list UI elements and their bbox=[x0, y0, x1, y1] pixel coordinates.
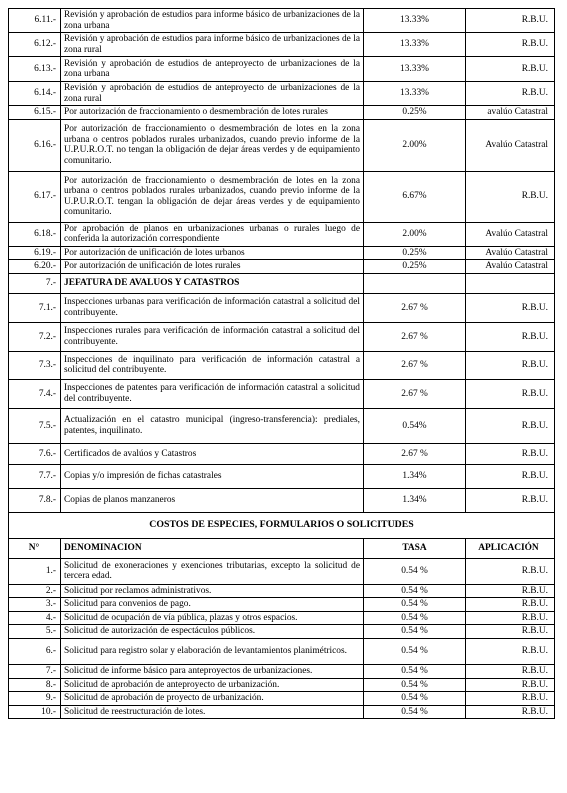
header-denominacion: DENOMINACION bbox=[61, 538, 364, 558]
table-row bbox=[9, 705, 555, 719]
row-description: Solicitud de reestructuración de lotes. bbox=[61, 705, 364, 719]
row-description: Por autorización de fraccionamiento o desmembración de lotes rurales bbox=[61, 106, 364, 120]
row-application: R.B.U. bbox=[466, 171, 555, 222]
row-application: R.B.U. bbox=[466, 558, 555, 584]
table-row bbox=[9, 246, 555, 260]
row-application: R.B.U. bbox=[466, 82, 555, 106]
row-description: Por autorización de fraccionamiento o desmembración de lotes en la zona urbana o centros poblados rurales urbanizados, cuando previo informe de la U.P.U.R.O.T. no tengan la obligación de dejar áreas verdes y de equipamiento comunitario. bbox=[61, 119, 364, 171]
row-description: Revisión y aprobación de estudios para informe básico de urbanizaciones de la zona rural bbox=[61, 33, 364, 57]
row-application: R.B.U. bbox=[466, 322, 555, 351]
row-number: 5.- bbox=[9, 625, 61, 639]
row-description: Solicitud para convenios de pago. bbox=[61, 598, 364, 612]
table-row bbox=[9, 171, 555, 222]
table-row bbox=[9, 222, 555, 246]
row-description: Solicitud de exoneraciones y exenciones tributarias, excepto la solicitud de tercera edad. bbox=[61, 558, 364, 584]
column-header-row bbox=[9, 538, 555, 558]
table-row bbox=[9, 33, 555, 57]
row-description: Inspecciones de patentes para verificación de información catastral a solicitud del contribuyente. bbox=[61, 379, 364, 408]
table-row bbox=[9, 488, 555, 512]
row-rate: 2.00% bbox=[364, 222, 466, 246]
section-heading-row bbox=[9, 273, 555, 293]
row-description: Inspecciones urbanas para verificación de información catastral a solicitud del contribuyente. bbox=[61, 293, 364, 322]
row-rate: 0.54 % bbox=[364, 625, 466, 639]
row-description: Copias de planos manzaneros bbox=[61, 488, 364, 512]
banner-row bbox=[9, 512, 555, 538]
row-rate: 1.34% bbox=[364, 464, 466, 488]
row-rate: 13.33% bbox=[364, 82, 466, 106]
row-description: Revisión y aprobación de estudios de anteproyecto de urbanizaciones de la zona urbana bbox=[61, 57, 364, 82]
row-number: 7.- bbox=[9, 664, 61, 678]
row-number: 7.4.- bbox=[9, 379, 61, 408]
row-rate: 0.54 % bbox=[364, 598, 466, 612]
table-row bbox=[9, 558, 555, 584]
section-number: 7.- bbox=[9, 273, 61, 293]
row-rate: 0.54 % bbox=[364, 664, 466, 678]
row-application: R.B.U. bbox=[466, 692, 555, 706]
row-application: R.B.U. bbox=[466, 33, 555, 57]
row-rate: 0.54 % bbox=[364, 692, 466, 706]
row-application: R.B.U. bbox=[466, 9, 555, 33]
banner-title: COSTOS DE ESPECIES, FORMULARIOS O SOLICITUDES bbox=[9, 512, 555, 538]
table-row bbox=[9, 464, 555, 488]
row-number: 6.18.- bbox=[9, 222, 61, 246]
empty-cell bbox=[364, 273, 466, 293]
row-number: 6.16.- bbox=[9, 119, 61, 171]
row-description: Solicitud de ocupación de vía pública, plazas y otros espacios. bbox=[61, 611, 364, 625]
table-row bbox=[9, 598, 555, 612]
table-row bbox=[9, 611, 555, 625]
row-description: Revisión y aprobación de estudios de anteproyecto de urbanizaciones de la zona rural bbox=[61, 82, 364, 106]
table-row bbox=[9, 9, 555, 33]
row-description: Solicitud de aprobación de anteproyecto de urbanización. bbox=[61, 678, 364, 692]
row-application: Avalúo Catastral bbox=[466, 260, 555, 274]
row-application: R.B.U. bbox=[466, 57, 555, 82]
table-row bbox=[9, 408, 555, 443]
section-6-rows bbox=[9, 9, 555, 274]
row-rate: 0.25% bbox=[364, 260, 466, 274]
row-rate: 0.54 % bbox=[364, 558, 466, 584]
row-number: 6.20.- bbox=[9, 260, 61, 274]
row-number: 6.15.- bbox=[9, 106, 61, 120]
row-description: Solicitud de aprobación de proyecto de urbanización. bbox=[61, 692, 364, 706]
row-description: Solicitud por reclamos administrativos. bbox=[61, 584, 364, 598]
row-rate: 2.00% bbox=[364, 119, 466, 171]
row-description: Certificados de avalúos y Catastros bbox=[61, 443, 364, 464]
row-number: 6.11.- bbox=[9, 9, 61, 33]
section-7-header bbox=[9, 273, 555, 293]
row-number: 6.- bbox=[9, 638, 61, 664]
costs-rows bbox=[9, 558, 555, 718]
table-row bbox=[9, 443, 555, 464]
row-number: 6.13.- bbox=[9, 57, 61, 82]
table-row bbox=[9, 379, 555, 408]
table-row bbox=[9, 260, 555, 274]
row-number: 8.- bbox=[9, 678, 61, 692]
row-rate: 2.67 % bbox=[364, 351, 466, 379]
row-application: Avalúo Catastral bbox=[466, 119, 555, 171]
row-rate: 0.54 % bbox=[364, 705, 466, 719]
row-rate: 2.67 % bbox=[364, 293, 466, 322]
table-row bbox=[9, 351, 555, 379]
header-tasa: TASA bbox=[364, 538, 466, 558]
row-number: 7.7.- bbox=[9, 464, 61, 488]
row-rate: 6.67% bbox=[364, 171, 466, 222]
row-number: 6.17.- bbox=[9, 171, 61, 222]
row-rate: 13.33% bbox=[364, 33, 466, 57]
row-number: 7.6.- bbox=[9, 443, 61, 464]
header-aplicacion: APLICACIÓN bbox=[466, 538, 555, 558]
row-rate: 13.33% bbox=[364, 9, 466, 33]
row-rate: 0.25% bbox=[364, 106, 466, 120]
row-rate: 2.67 % bbox=[364, 379, 466, 408]
tariff-document bbox=[8, 8, 555, 719]
row-application: R.B.U. bbox=[466, 705, 555, 719]
row-rate: 0.54% bbox=[364, 408, 466, 443]
row-rate: 1.34% bbox=[364, 488, 466, 512]
row-number: 1.- bbox=[9, 558, 61, 584]
row-number: 6.12.- bbox=[9, 33, 61, 57]
row-application: R.B.U. bbox=[466, 638, 555, 664]
table-row bbox=[9, 664, 555, 678]
row-number: 2.- bbox=[9, 584, 61, 598]
section-7-rows bbox=[9, 293, 555, 512]
table-row bbox=[9, 119, 555, 171]
row-application: R.B.U. bbox=[466, 408, 555, 443]
row-number: 6.14.- bbox=[9, 82, 61, 106]
row-description: Inspecciones de inquilinato para verificación de información catastral a solicitud del contribuyente. bbox=[61, 351, 364, 379]
table-row bbox=[9, 678, 555, 692]
costs-header bbox=[9, 512, 555, 558]
header-number: N° bbox=[9, 538, 61, 558]
row-description: Solicitud de autorización de espectáculos públicos. bbox=[61, 625, 364, 639]
empty-cell bbox=[466, 273, 555, 293]
row-application: Avalúo Catastral bbox=[466, 246, 555, 260]
table-row bbox=[9, 82, 555, 106]
row-application: R.B.U. bbox=[466, 488, 555, 512]
row-description: Copias y/o impresión de fichas catastrales bbox=[61, 464, 364, 488]
table-row bbox=[9, 692, 555, 706]
row-rate: 0.54 % bbox=[364, 678, 466, 692]
row-application: avalúo Catastral bbox=[466, 106, 555, 120]
row-number: 7.2.- bbox=[9, 322, 61, 351]
row-rate: 2.67 % bbox=[364, 322, 466, 351]
table-row bbox=[9, 106, 555, 120]
row-description: Por autorización de unificación de lotes urbanos bbox=[61, 246, 364, 260]
row-description: Solicitud de informe básico para anteproyectos de urbanizaciones. bbox=[61, 664, 364, 678]
row-number: 7.1.- bbox=[9, 293, 61, 322]
row-number: 7.5.- bbox=[9, 408, 61, 443]
row-description: Por autorización de unificación de lotes rurales bbox=[61, 260, 364, 274]
table-row bbox=[9, 625, 555, 639]
row-number: 6.19.- bbox=[9, 246, 61, 260]
table-row bbox=[9, 322, 555, 351]
row-description: Actualización en el catastro municipal (ingreso-transferencia): prediales, patentes, inquilinato. bbox=[61, 408, 364, 443]
row-application: R.B.U. bbox=[466, 464, 555, 488]
row-application: R.B.U. bbox=[466, 625, 555, 639]
row-number: 10.- bbox=[9, 705, 61, 719]
row-description: Por autorización de fraccionamiento o desmembración de lotes en la zona urbana o centros poblados rurales urbanizados, cuando previo informe de la U.P.U.R.O.T. tengan la obligación de dejar áreas verdes y de equipamiento comunitario. bbox=[61, 171, 364, 222]
row-application: R.B.U. bbox=[466, 584, 555, 598]
table-row bbox=[9, 57, 555, 82]
tariff-table bbox=[8, 8, 555, 719]
row-application: R.B.U. bbox=[466, 598, 555, 612]
row-rate: 0.54 % bbox=[364, 611, 466, 625]
row-rate: 0.54 % bbox=[364, 638, 466, 664]
row-application: R.B.U. bbox=[466, 664, 555, 678]
row-number: 3.- bbox=[9, 598, 61, 612]
row-description: Solicitud para registro solar y elaboración de levantamientos planimétricos. bbox=[61, 638, 364, 664]
row-application: R.B.U. bbox=[466, 351, 555, 379]
row-number: 9.- bbox=[9, 692, 61, 706]
row-description: Revisión y aprobación de estudios para informe básico de urbanizaciones de la zona urbana bbox=[61, 9, 364, 33]
row-application: R.B.U. bbox=[466, 379, 555, 408]
row-rate: 13.33% bbox=[364, 57, 466, 82]
table-row bbox=[9, 293, 555, 322]
row-application: R.B.U. bbox=[466, 293, 555, 322]
row-rate: 0.25% bbox=[364, 246, 466, 260]
table-row bbox=[9, 584, 555, 598]
row-application: R.B.U. bbox=[466, 443, 555, 464]
row-number: 7.8.- bbox=[9, 488, 61, 512]
row-description: Inspecciones rurales para verificación de información catastral a solicitud del contribuyente. bbox=[61, 322, 364, 351]
row-description: Por aprobación de planos en urbanizaciones urbanas o rurales luego de conferida la autorización correspondiente bbox=[61, 222, 364, 246]
row-application: R.B.U. bbox=[466, 678, 555, 692]
row-number: 4.- bbox=[9, 611, 61, 625]
row-rate: 2.67 % bbox=[364, 443, 466, 464]
section-title: JEFATURA DE AVALUOS Y CATASTROS bbox=[61, 273, 364, 293]
row-application: Avalúo Catastral bbox=[466, 222, 555, 246]
row-rate: 0.54 % bbox=[364, 584, 466, 598]
row-number: 7.3.- bbox=[9, 351, 61, 379]
row-application: R.B.U. bbox=[466, 611, 555, 625]
table-row bbox=[9, 638, 555, 664]
